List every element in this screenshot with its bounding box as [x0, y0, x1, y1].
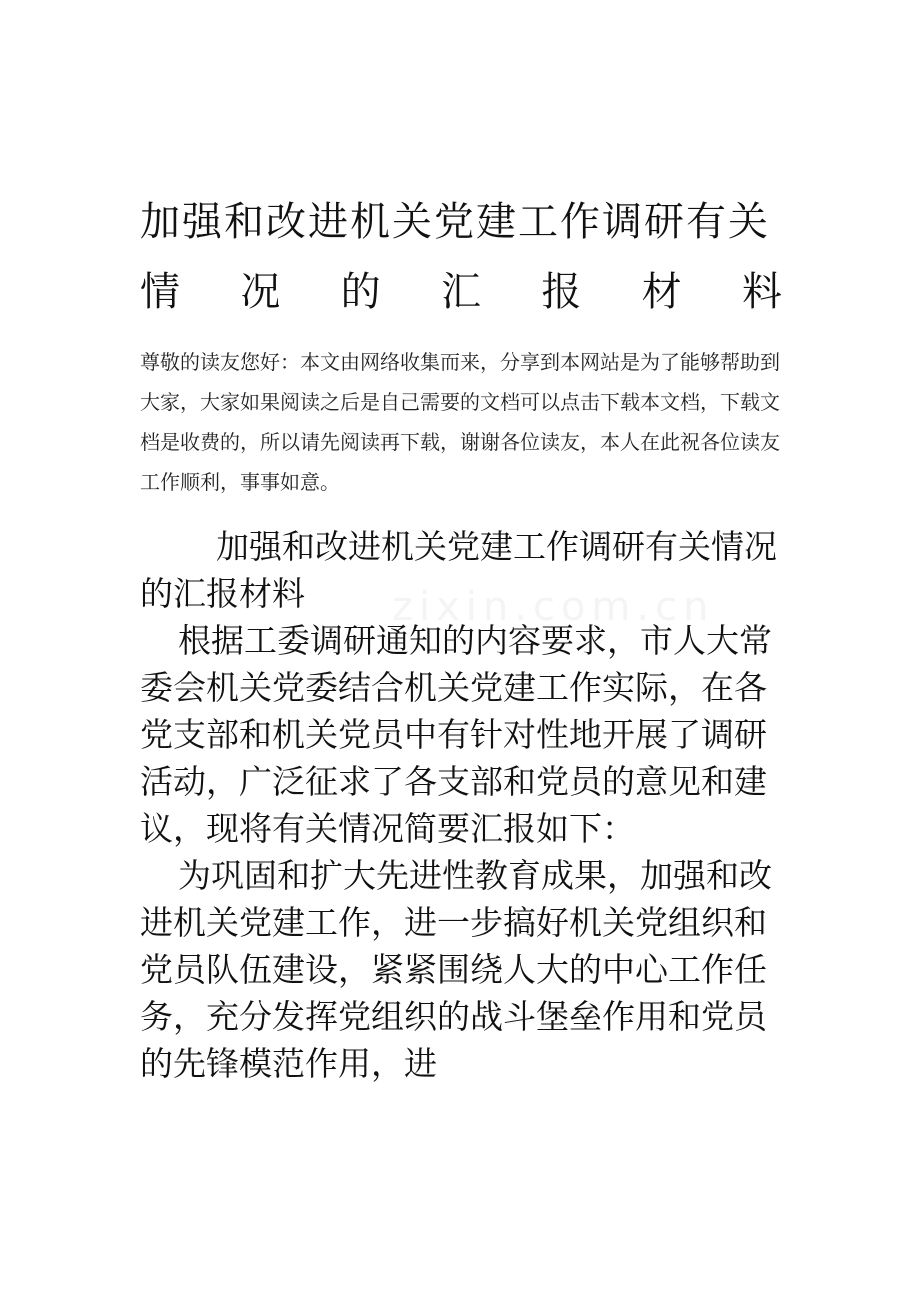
body-paragraph-1: 根据工委调研通知的内容要求，市人大常委会机关党委结合机关党建工作实际，在各党支部和机关党员中有针对性地开展了调研活动，广泛征求了各支部和党员的意见和建议，现将有关情况简要汇报如下： — [140, 621, 772, 848]
document-body — [140, 523, 782, 1087]
body-heading: 加强和改进机关党建工作调研有关情况的汇报材料 — [140, 527, 777, 613]
document-title-line-1: 加强和改进机关党建工作调研有关 — [140, 199, 770, 245]
watermark: zixin.com.cn — [392, 584, 715, 630]
body-paragraph-2: 为巩固和扩大先进性教育成果，加强和改进机关党建工作，进一步搞好机关党组织和党员队伍建设，紧紧围绕人大的中心工作任务，充分发挥党组织的战斗堡垒作用和党员的先锋模范作用，进 — [140, 856, 772, 1083]
reader-notice: 尊敬的读友您好：本文由网络收集而来，分享到本网站是为了能够帮助到大家，大家如果阅读之后是自己需要的文档可以点击下载本文档，下载文档是收费的，所以请先阅读再下载，谢谢各位读友，本人在此祝各位读友工作顺利，事事如意。 — [140, 350, 780, 494]
document-title-line-2: 情况的汇报材料 — [140, 269, 782, 315]
